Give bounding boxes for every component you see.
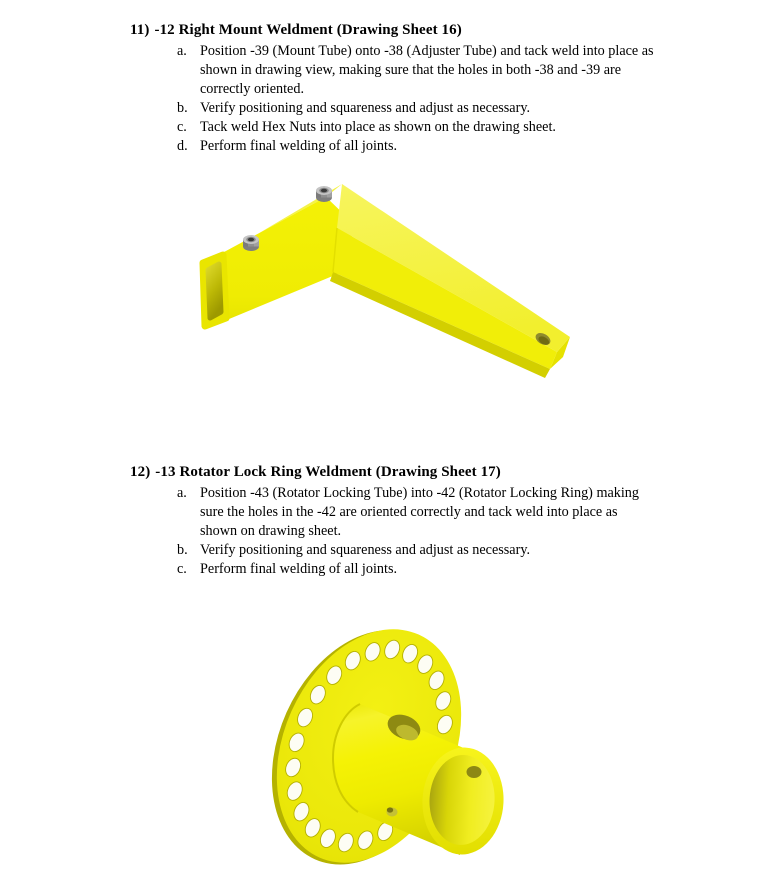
hex-nut-upper: [316, 186, 332, 202]
right-mount-weldment-render: [183, 172, 583, 402]
step-text: Tack weld Hex Nuts into place as shown on the drawing sheet.: [200, 119, 556, 135]
step-text: Verify positioning and squareness and adjust as necessary.: [200, 542, 531, 558]
instruction-list: [130, 484, 660, 579]
step-text: Position -39 (Mount Tube) onto -38 (Adjuster Tube) and tack weld into place as shown in drawing view, making sure that the holes in both -38 and -39 are correctly oriented.: [200, 43, 654, 97]
rotator-lock-ring-render: [250, 612, 550, 884]
arm-front-face: [333, 228, 557, 369]
instruction-step: [130, 484, 658, 541]
instruction-step: [130, 560, 658, 579]
section-heading: [130, 464, 660, 481]
section-right-mount-weldment: [130, 22, 660, 156]
hex-nut-lower: [243, 235, 259, 251]
instruction-list: [130, 42, 660, 156]
instruction-step: [130, 541, 658, 560]
tube-open-end-bore: [208, 264, 221, 318]
instruction-step: [130, 99, 658, 118]
bore-far-wall-hole: [467, 766, 482, 778]
step-text: Perform final welding of all joints.: [200, 561, 398, 577]
instruction-step: [130, 118, 658, 137]
section-number: 12): [130, 464, 151, 480]
section-rotator-lock-ring: [130, 464, 660, 579]
step-letter: b.: [177, 542, 188, 558]
step-letter: a.: [177, 485, 187, 501]
step-letter: b.: [177, 100, 188, 116]
step-text: Perform final welding of all joints.: [200, 138, 398, 154]
step-letter: c.: [177, 119, 187, 135]
section-title: -12 Right Mount Weldment (Drawing Sheet 16): [154, 22, 462, 38]
step-text: Verify positioning and squareness and adjust as necessary.: [200, 100, 531, 116]
step-letter: d.: [177, 138, 188, 154]
instruction-step: [130, 137, 658, 156]
step-text: Position -43 (Rotator Locking Tube) into -42 (Rotator Locking Ring) making sure the holes in the -42 are oriented correctly and tack weld into place as shown on drawing sheet.: [200, 485, 639, 539]
figure-right-mount-weldment: [183, 172, 583, 402]
instruction-step: [130, 42, 658, 99]
step-letter: c.: [177, 561, 187, 577]
figure-rotator-lock-ring: [250, 612, 550, 884]
section-title: -13 Rotator Lock Ring Weldment (Drawing Sheet 17): [155, 464, 501, 480]
step-letter: a.: [177, 43, 187, 59]
section-heading: [130, 22, 660, 39]
section-number: 11): [130, 22, 150, 38]
